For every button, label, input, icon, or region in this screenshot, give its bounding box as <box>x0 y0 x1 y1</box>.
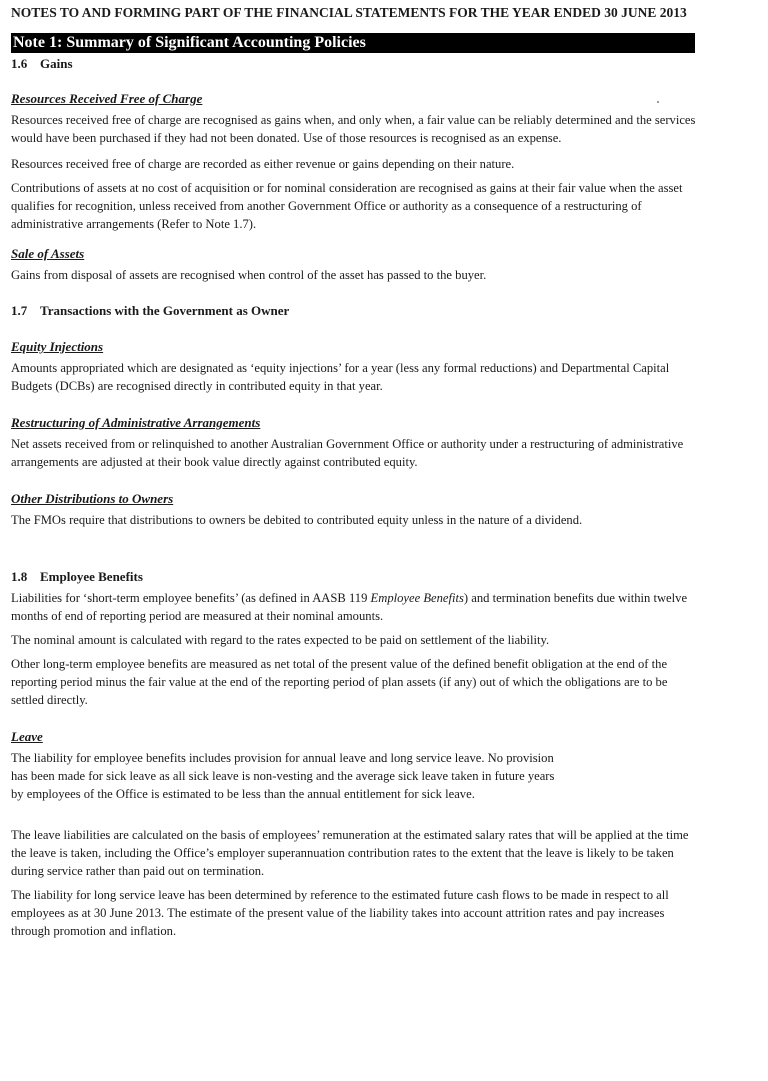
subheading-other-distributions: Other Distributions to Owners <box>11 491 174 506</box>
paragraph: The leave liabilities are calculated on the basis of employees’ remuneration at the estimated salary rates that will be applied at the time the leave is taken, including the Office’s employer superannuation contribution rates to the extent that the leave is likely to be taken during service rather than paid out on termination. <box>11 828 689 878</box>
subheading-restructuring: Restructuring of Administrative Arrangements <box>11 415 261 430</box>
paragraph: Gains from disposal of assets are recognised when control of the asset has passed to the buyer. <box>11 268 487 282</box>
paragraph: The liability for long service leave has been determined by reference to the estimated future cash flows to be made in respect to all employees as at 30 June 2013. The estimate of the present value of the liability takes into account attrition rates and pay increases through promotion and inflation. <box>11 888 669 938</box>
section-1-6-heading <box>11 55 696 72</box>
paragraph <box>11 749 696 803</box>
subheading-leave: Leave <box>11 729 43 744</box>
subheading-resources-free-of-charge: Resources Received Free of Charge <box>11 91 203 106</box>
text-line: by employees of the Office is estimated to be less than the annual entitlement for sick leave. <box>11 787 475 801</box>
paragraph: The nominal amount is calculated with regard to the rates expected to be paid on settlement of the liability. <box>11 633 550 647</box>
standard-title: Employee Benefits <box>370 591 464 605</box>
note-title-bar: Note 1: Summary of Significant Accounting Policies <box>11 33 695 53</box>
text-line: has been made for sick leave as all sick leave is non-vesting and the average sick leave taken in future years <box>11 769 555 783</box>
paragraph: Amounts appropriated which are designated as ‘equity injections’ for a year (less any formal reductions) and Departmental Capital Budgets (DCBs) are recognised directly in contributed equity in that year. <box>11 361 670 393</box>
paragraph <box>11 589 696 625</box>
section-title: Transactions with the Government as Owner <box>40 303 290 318</box>
paragraph: Contributions of assets at no cost of acquisition or for nominal consideration are recognised as gains at their fair value when the asset qualifies for recognition, unless received from another Government Office or authority as a consequence of a restructuring of administrative arrangements (Refer to Note 1.7). <box>11 181 683 231</box>
text-line: The liability for employee benefits includes provision for annual leave and long service leave. No provision <box>11 751 554 765</box>
section-number: 1.7 <box>11 303 28 318</box>
section-1-8-heading <box>11 568 696 585</box>
section-title: Employee Benefits <box>40 569 143 584</box>
section-number: 1.6 <box>11 56 28 71</box>
document-page <box>11 4 696 940</box>
section-title: Gains <box>40 56 73 71</box>
paragraph: The FMOs require that distributions to owners be debited to contributed equity unless in the nature of a dividend. <box>11 513 583 527</box>
subheading-equity-injections: Equity Injections <box>11 339 104 354</box>
paragraph: Resources received free of charge are recorded as either revenue or gains depending on their nature. <box>11 157 515 171</box>
paragraph: Resources received free of charge are recognised as gains when, and only when, a fair value can be reliably determined and the services would have been purchased if they had not been donated. Use of those resources is recognised as an expense. <box>11 113 696 145</box>
text-run: ) and termination benefits due within twelve months of end of reporting period are measured at their nominal amounts. <box>11 591 688 623</box>
subheading-sale-of-assets: Sale of Assets <box>11 246 85 261</box>
paragraph: Net assets received from or relinquished to another Australian Government Office or authority under a restructuring of administrative arrangements are adjusted at their book value directly against contributed equity. <box>11 437 684 469</box>
text-run: Liabilities for ‘short-term employee benefits’ (as defined in AASB 119 <box>11 591 371 605</box>
document-header: NOTES TO AND FORMING PART OF THE FINANCIAL STATEMENTS FOR THE YEAR ENDED 30 JUNE 2013 <box>11 5 687 20</box>
paragraph: Other long-term employee benefits are measured as net total of the present value of the defined benefit obligation at the end of the reporting period minus the fair value at the end of the reporting period of plan assets (if any) out of which the obligations are to be settled directly. <box>11 657 668 707</box>
section-number: 1.8 <box>11 569 28 584</box>
section-1-7-heading <box>11 302 696 319</box>
